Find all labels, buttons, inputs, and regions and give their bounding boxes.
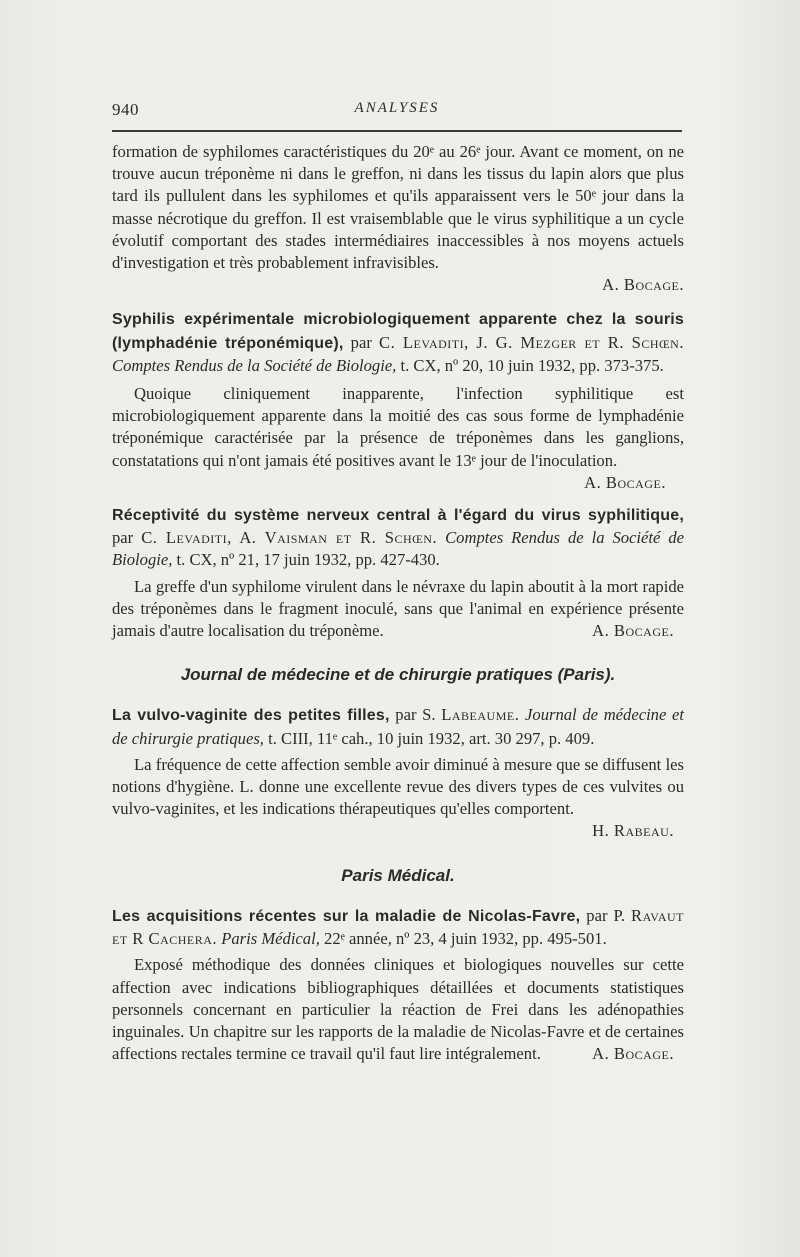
article-1 <box>112 308 684 494</box>
article-3-title: La vulvo-vaginite des petites filles, <box>112 707 390 725</box>
article-2 <box>112 504 684 642</box>
article-2-signature: A. Bocage. <box>592 621 674 641</box>
article-4-authors: Ravaut et R Cachera. <box>112 905 684 949</box>
article-1-by: par <box>350 332 372 352</box>
article-1-authors: C. Levaditi, J. G. Mezger et R. Schœn. <box>379 332 684 352</box>
article-3-by: par S. <box>395 705 436 725</box>
article-4-abstract-text: Exposé méthodique des données cliniques et biologiques nouvelles sur cette affection avec indications bibliographiques détaillées et documents statistiques personnels concernant en particulier la réaction de Frei dans les adénopathies inguinales. Un chapitre sur les rapports de la maladie de Nicolas-Favre et de certaines affections rectales termine ce travail qu'il faut lire intégralement. <box>112 955 684 1064</box>
article-3-abstract-text: La fréquence de cette affection semble avoir diminué à mesure que se diffusent les notions d'hygiène. L. donne une excellente revue des divers types de ces vulvites ou vulvo-vaginites, et les indications thérapeutiques qu'elles comportent. <box>112 754 684 819</box>
article-2-title: Réceptivité du système nerveux central à l'égard du virus syphilitique, <box>112 507 684 525</box>
article-3-abstract <box>112 754 684 843</box>
article-1-abstract <box>112 383 684 494</box>
article-2-abstract <box>112 576 684 643</box>
article-3-journal: Journal de médecine et de chirurgie pratiques, <box>112 705 684 748</box>
article-1-citation: t. CX, nº 20, 10 juin 1932, pp. 373-375. <box>400 355 664 375</box>
article-2-journal: Comptes Rendus de la Société de Biologie, <box>112 528 685 570</box>
running-title: ANALYSES <box>354 100 440 116</box>
page-body <box>112 141 684 1065</box>
article-3-reference <box>112 704 684 749</box>
intro-text: formation de syphilomes caractéristiques du 20ᵉ au 26ᵉ jour. Avant ce moment, on ne trouve aucun tréponème ni dans le greffon, ni dans les tissus du lapin alors que plus tard ils pullulent dans les syphilomes et qu'ils apparaissent vers le 50ᵉ jour dans la masse nécrotique du greffon. Il est vraisemblable que le virus syphilitique a un cycle évolutif comportant des stades intermédiaires inaccessibles à nos moyens actuels d'investigation et très probablement infravisibles. <box>112 142 684 273</box>
article-4 <box>112 905 684 1065</box>
article-2-by: par <box>112 528 134 548</box>
article-4-journal: Paris Médical, <box>221 929 320 949</box>
article-3-authors: Labeaume. <box>441 705 520 725</box>
article-4-signature: A. Bocage. <box>592 1044 674 1064</box>
article-3-signature: H. Rabeau. <box>592 821 674 841</box>
article-1-signature: A. Bocage. <box>584 472 666 492</box>
article-3 <box>112 704 684 842</box>
header-rule <box>112 130 682 132</box>
article-4-title: Les acquisitions récentes sur la maladie de Nicolas-Favre, <box>112 907 581 925</box>
article-4-by: par P. <box>586 905 626 925</box>
intro-paragraph <box>112 141 684 296</box>
article-1-title: Syphilis expérimentale microbiologiquement apparente chez la souris (lymphadénie tréponémique), <box>112 311 684 352</box>
article-3-citation: t. CIII, 11ᵉ cah., 10 juin 1932, art. 30 297, p. 409. <box>268 728 595 748</box>
intro-signature: A. Bocage. <box>602 275 684 295</box>
page-header <box>112 100 682 124</box>
page-number: 940 <box>112 100 139 119</box>
article-4-reference <box>112 905 684 950</box>
article-1-journal: Comptes Rendus de la Société de Biologie, <box>112 355 397 375</box>
article-2-citation: t. CX, nº 21, 17 juin 1932, pp. 427-430. <box>176 550 440 570</box>
article-2-reference <box>112 504 684 572</box>
article-2-abstract-text: La greffe d'un syphilome virulent dans le névraxe du lapin aboutit à la mort rapide des tréponèmes dans le fragment inoculé, sans que l'animal en expérience présente jamais d'autre localisation du tréponème. <box>112 576 684 641</box>
section-heading-paris: Paris Médical. <box>341 865 455 885</box>
article-2-authors: C. Levaditi, A. Vaisman et R. Schœn. <box>141 528 438 548</box>
article-1-reference <box>112 308 684 377</box>
article-1-abstract-text: Quoique cliniquement inapparente, l'infection syphilitique est microbiologiquement apparente dans la moitié des cas sous forme de lymphadénie tréponémique caractérisée par la présence de tréponèmes dans les ganglions, constatations qui n'ont jamais été positives avant le 13ᵉ jour de l'inoculation. <box>112 384 684 470</box>
section-heading-journal: Journal de médecine et de chirurgie pratiques (Paris). <box>180 665 616 685</box>
article-4-abstract <box>112 954 684 1065</box>
article-4-citation: 22ᵉ année, nº 23, 4 juin 1932, pp. 495-501. <box>324 929 607 949</box>
